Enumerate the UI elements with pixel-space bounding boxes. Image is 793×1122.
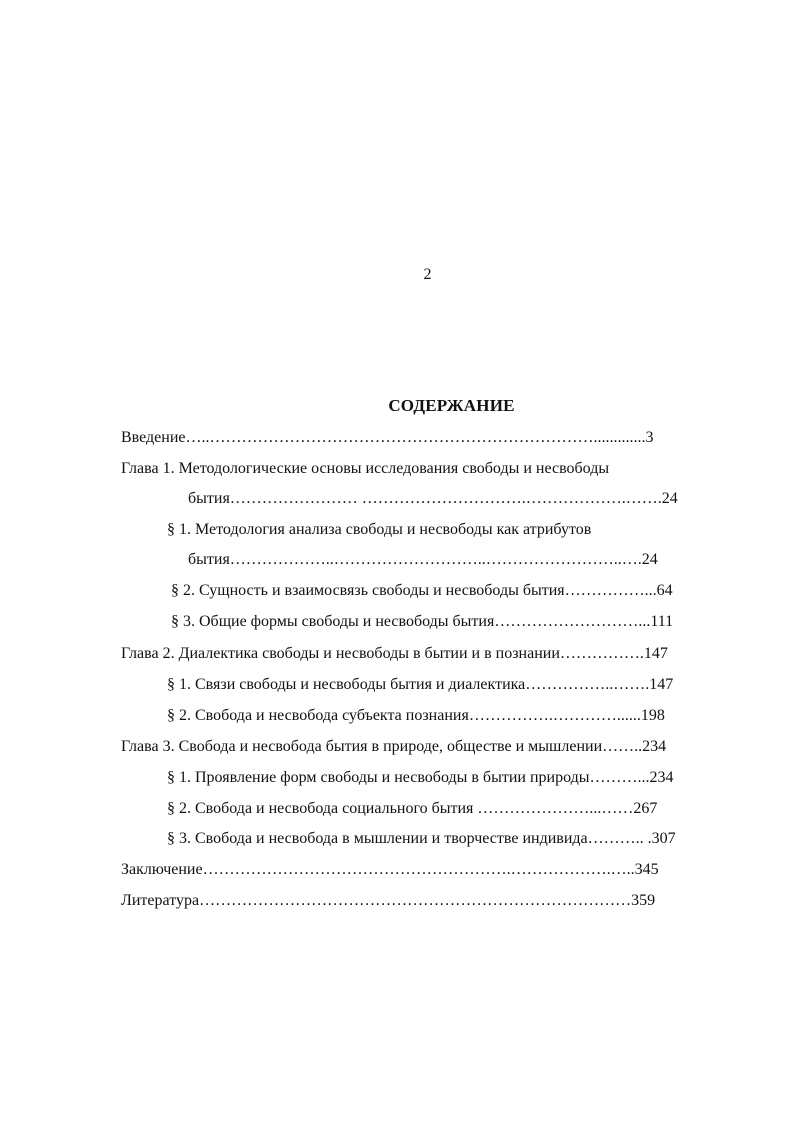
toc-entry-introduction: Введение…..……………………………………………………………….............3 — [121, 429, 654, 446]
toc-entry-ch1-sec1: § 1. Методология анализа свободы и несвободы как атрибутов — [167, 521, 592, 538]
toc-entry-literature: Литература………………………………………………………………………359 — [121, 892, 656, 909]
toc-entry-chapter-2: Глава 2. Диалектика свободы и несвободы в бытии и в познании…………….147 — [121, 645, 668, 662]
toc-entry-ch1-sec2: § 2. Сущность и взаимосвязь свободы и несвободы бытия……………...64 — [171, 582, 673, 599]
toc-entry-ch3-sec3: § 3. Свобода и несвобода в мышлении и творчестве индивида……….. .307 — [167, 830, 676, 847]
toc-entry-chapter-1: Глава 1. Методологические основы исследования свободы и несвободы — [121, 460, 610, 477]
toc-entry-chapter-1-cont: бытия…………………… ………………………….……………….…….24 — [188, 490, 678, 507]
toc-entry-ch2-sec2: § 2. Свобода и несвобода субъекта познания…………….…………......198 — [167, 707, 665, 724]
toc-entry-ch3-sec1: § 1. Проявление форм свободы и несвободы в бытии природы………...234 — [167, 769, 674, 786]
toc-entry-ch3-sec2: § 2. Свобода и несвобода социального бытия …………………...……267 — [167, 800, 658, 817]
toc-entry-ch1-sec1-cont: бытия………………..………………………..……………………..….24 — [188, 551, 658, 568]
toc-entry-chapter-3: Глава 3. Свобода и несвобода бытия в природе, обществе и мышлении……..234 — [121, 738, 667, 755]
toc-entry-conclusion: Заключение………………………………………………….……………….…..345 — [121, 861, 659, 878]
toc-title: СОДЕРЖАНИЕ — [388, 396, 515, 415]
page-number: 2 — [423, 266, 432, 283]
toc-entry-ch2-sec1: § 1. Связи свободы и несвободы бытия и диалектика……………..…….147 — [167, 676, 674, 693]
toc-entry-ch1-sec3: § 3. Общие формы свободы и несвободы бытия………………………...111 — [171, 613, 674, 630]
